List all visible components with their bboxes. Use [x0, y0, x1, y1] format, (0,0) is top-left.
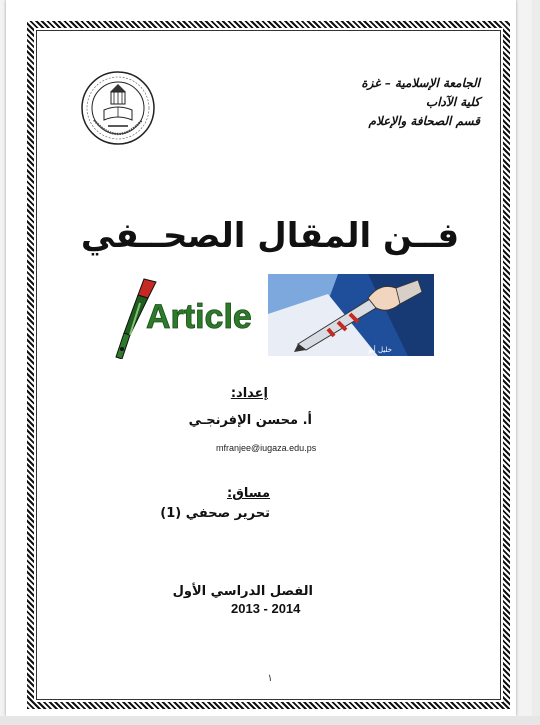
article-banner [110, 273, 270, 359]
article-word: Article [146, 298, 252, 336]
university-name: الجامعة الإسلامية – غزة [361, 76, 480, 90]
cartoon-signature: خليل أبو [368, 346, 392, 354]
page-number: ١ [267, 673, 273, 684]
vertical-scrollbar[interactable] [532, 0, 540, 725]
course-name: تحرير صحفي (1) [160, 506, 270, 521]
prepared-by-label: إعداد: [230, 386, 268, 401]
author-name: أ. محسن الإفرنجـي [188, 413, 312, 428]
university-seal-icon [80, 70, 156, 146]
department-name: قسم الصحافة والإعلام [368, 114, 480, 128]
institution-header [361, 74, 480, 131]
course-label: مساق: [227, 486, 270, 501]
pen-in-hand-illustration [268, 274, 434, 356]
semester-label: الفصل الدراسي الأول [172, 584, 313, 599]
academic-years: 2013 - 2014 [231, 601, 301, 616]
viewer-bottom-strip [0, 716, 540, 725]
faculty-name: كلية الآداب [425, 95, 480, 109]
author-email: mfranjee@iugaza.edu.ps [216, 443, 317, 453]
document-title: فــن المقال الصحــفي [80, 216, 460, 256]
